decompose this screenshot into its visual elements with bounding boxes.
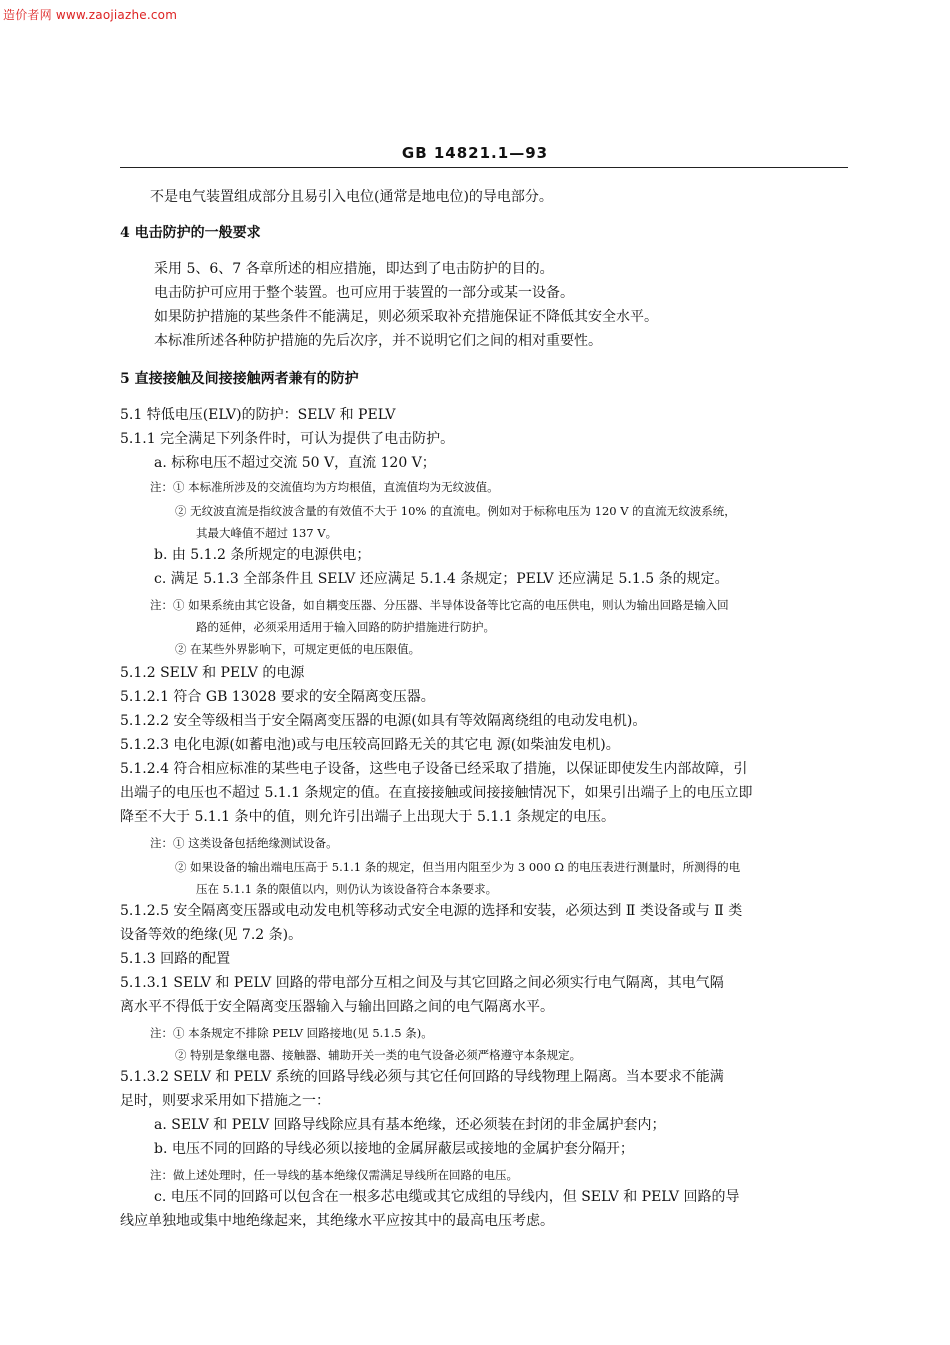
note-line: 其最大峰值不超过 137 V。 — [196, 526, 338, 540]
body-line: 采用 5、6、7 各章所述的相应措施，即达到了电击防护的目的。 — [154, 261, 554, 277]
note-line: ② 在某些外界影响下，可规定更低的电压限值。 — [175, 642, 421, 656]
clause-line: 降至不大于 5.1.1 条中的值，则允许引出端子上出现大于 5.1.1 条规定的电压。 — [120, 809, 616, 825]
clause-line: 出端子的电压也不超过 5.1.1 条规定的值。在直接接触或间接接触情况下，如果引出端子上的电压立即 — [120, 785, 753, 801]
list-item: c. 满足 5.1.3 全部条件且 SELV 还应满足 5.1.4 条规定；PELV 还应满足 5.1.5 条的规定。 — [154, 571, 729, 587]
list-item: b. 由 5.1.2 条所规定的电源供电； — [154, 547, 371, 563]
clause-line: 5.1.2 SELV 和 PELV 的电源 — [120, 665, 305, 681]
body-line: 如果防护措施的某些条件不能满足，则必须采取补充措施保证不降低其安全水平。 — [154, 309, 658, 325]
section-heading: 4 电击防护的一般要求 — [120, 225, 261, 241]
clause-line: 离水平不得低于安全隔离变压器输入与输出回路之间的电气隔离水平。 — [120, 999, 554, 1015]
header-rule — [120, 167, 848, 168]
clause-line: 5.1.2.3 电化电源(如蓄电池)或与电压较高回路无关的其它电 源(如柴油发电机)。 — [120, 737, 620, 753]
clause-line: 5.1.2.4 符合相应标准的某些电子设备，这些电子设备已经采取了措施，以保证即使发生内部故障，引 — [120, 761, 748, 777]
note-line: ② 如果设备的输出端电压高于 5.1.1 条的规定，但当用内阻至少为 3 000 Ω 的电压表进行测量时，所测得的电 — [175, 860, 741, 874]
note-line: 注：① 本条规定不排除 PELV 回路接地(见 5.1.5 条)。 — [150, 1026, 433, 1040]
list-item: c. 电压不同的回路可以包含在一根多芯电缆或其它成组的导线内，但 SELV 和 PELV 回路的导 — [154, 1189, 740, 1205]
section-heading: 5 直接接触及间接接触两者兼有的防护 — [120, 371, 359, 387]
note-line: 路的延伸，必须采用适用于输入回路的防护措施进行防护。 — [196, 620, 495, 634]
clause-line: 5.1.2.2 安全等级相当于安全隔离变压器的电源(如具有等效隔离绕组的电动发电机)。 — [120, 713, 647, 729]
note-line: 注：① 如果系统由其它设备，如自耦变压器、分压器、半导体设备等比它高的电压供电，则认为输出回路是输入回 — [150, 598, 729, 612]
clause-line: 5.1.1 完全满足下列条件时，可认为提供了电击防护。 — [120, 431, 455, 447]
note-line: ② 无纹波直流是指纹波含量的有效值不大于 10% 的直流电。例如对于标称电压为 120 V 的直流无纹波系统， — [175, 504, 736, 518]
clause-line: 5.1.3 回路的配置 — [120, 951, 231, 967]
clause-line: 足时，则要求采用如下措施之一： — [120, 1093, 330, 1109]
clause-line: 设备等效的绝缘(见 7.2 条)。 — [120, 927, 303, 943]
clause-line: 线应单独地或集中地绝缘起来，其绝缘水平应按其中的最高电压考虑。 — [120, 1213, 554, 1229]
list-item: a. 标称电压不超过交流 50 V，直流 120 V； — [154, 455, 436, 471]
clause-line: 5.1.2.1 符合 GB 13028 要求的安全隔离变压器。 — [120, 689, 435, 705]
clause-line: 5.1 特低电压(ELV)的防护：SELV 和 PELV — [120, 407, 396, 423]
clause-line: 5.1.3.1 SELV 和 PELV 回路的带电部分互相之间及与其它回路之间必须实行电气隔离，其电气隔 — [120, 975, 724, 991]
note-line: 压在 5.1.1 条的限值以内，则仍认为该设备符合本条要求。 — [196, 882, 498, 896]
site-watermark: 造价者网 www.zaojiazhe.com — [3, 8, 178, 22]
note-line: 注：做上述处理时，任一导线的基本绝缘仅需满足导线所在回路的电压。 — [150, 1168, 518, 1182]
note-line: 注：① 这类设备包括绝缘测试设备。 — [150, 836, 338, 850]
clause-line: 5.1.3.2 SELV 和 PELV 系统的回路导线必须与其它任何回路的导线物理上隔离。当本要求不能满 — [120, 1069, 724, 1085]
note-line: 注：① 本标准所涉及的交流值均为方均根值，直流值均为无纹波值。 — [150, 480, 499, 494]
clause-line: 5.1.2.5 安全隔离变压器或电动发电机等移动式安全电源的选择和安装，必须达到 Ⅱ 类设备或与 Ⅱ 类 — [120, 903, 743, 919]
body-line: 电击防护可应用于整个装置。也可应用于装置的一部分或某一设备。 — [154, 285, 574, 301]
body-line: 不是电气装置组成部分且易引入电位(通常是地电位)的导电部分。 — [150, 189, 553, 205]
note-line: ② 特别是象继电器、接触器、辅助开关一类的电气设备必须严格遵守本条规定。 — [175, 1048, 582, 1062]
list-item: a. SELV 和 PELV 回路导线除应具有基本绝缘，还必须装在封闭的非金属护套内； — [154, 1117, 666, 1133]
standard-number-header: GB 14821.1—93 — [401, 144, 549, 162]
body-line: 本标准所述各种防护措施的先后次序，并不说明它们之间的相对重要性。 — [154, 333, 602, 349]
list-item: b. 电压不同的回路的导线必须以接地的金属屏蔽层或接地的金属护套分隔开； — [154, 1141, 634, 1157]
